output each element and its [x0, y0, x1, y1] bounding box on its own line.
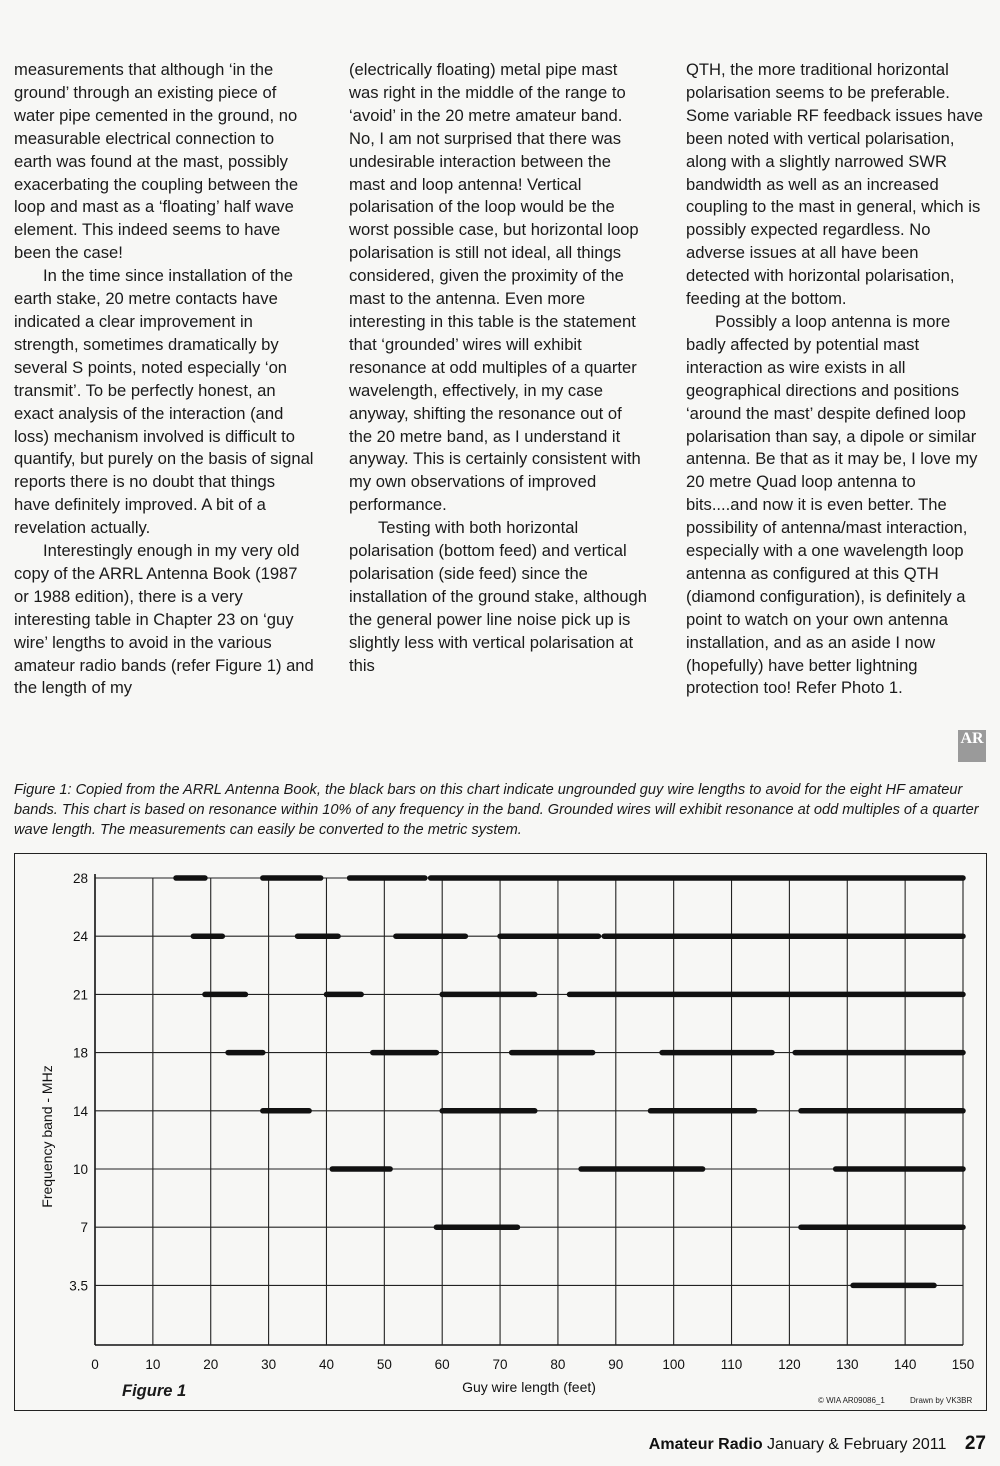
y-axis-title: Frequency band - MHz — [39, 1065, 55, 1208]
figure-caption: Figure 1: Copied from the ARRL Antenna Book, the black bars on this chart indicate ungrounded guy wire lengths to avoid for the eight HF amateur bands. This chart is based on resonance within 10% of any frequency in the band. Grounded wires will exhibit resonance at odd multiples of a quarter wave length. The measurements can easily be converted to the metric system. — [14, 782, 979, 838]
x-tick-label: 100 — [662, 1357, 685, 1372]
paragraph: measurements that although ‘in the ground’ through an existing piece of water pipe cemented in the ground, no measurable electrical connection to earth was found at the mast, possibly exacerbating the coupling between the loop and mast as a ‘floating’ half wave element. This indeed seems to have been the case! — [14, 60, 299, 263]
x-tick-label: 150 — [951, 1357, 975, 1372]
x-tick-label: 60 — [434, 1357, 450, 1372]
x-tick-label: 50 — [376, 1357, 392, 1372]
x-tick-label: 130 — [836, 1357, 859, 1372]
y-tick-label: 3.5 — [69, 1278, 88, 1294]
y-tick-label: 7 — [80, 1220, 88, 1236]
x-tick-label: 20 — [203, 1357, 219, 1372]
figure-drawn-by: Drawn by VK3BR — [910, 1396, 973, 1405]
page-number: 27 — [964, 1433, 986, 1454]
y-tick-label: 21 — [72, 987, 88, 1003]
x-tick-label: 140 — [893, 1357, 917, 1372]
x-tick-label: 110 — [720, 1357, 743, 1372]
page-footer — [649, 1433, 986, 1455]
y-tick-label: 24 — [72, 929, 88, 945]
figure-credit: © WIA AR09086_1 — [818, 1396, 885, 1405]
paragraph: Possibly a loop antenna is more badly affected by potential mast interaction as wire exists in all geographical directions and positions ‘around the mast’ despite defined loop polarisation than say, a dipole or similar antenna. Be that as it may be, I love my 20 metre Quad loop antenna to bits....and now it is even better. The possibility of antenna/mast interaction, especially with a one wavelength loop antenna as configured at this QTH (diamond configuration), is definitely a point to watch on your own antenna installation, and as an aside I now (hopefully) have better lightning protection too! Refer Photo 1. — [686, 311, 978, 698]
y-tick-label: 28 — [72, 871, 88, 886]
paragraph: (electrically floating) metal pipe mast was right in the middle of the range to ‘avoid’ in the 20 metre amateur band. No, I am not surprised that there was undesirable interaction between the mast and loop antenna! Vertical polarisation of the loop would be the worst possible case, but horizontal loop polarisation is still not ideal, all things considered, given the proximity of the mast to the antenna. Even more interesting in this table is the statement that ‘grounded’ wires will exhibit resonance at odd multiples of a quarter wavelength, effectively, in my case anyway, shifting the resonance out of the 20 metre band, as I understand it anyway. This is certainly consistent with my own observations of improved performance. — [349, 60, 641, 515]
issue-date: January & February 2011 — [767, 1436, 947, 1453]
figure-label: Figure 1 — [122, 1382, 187, 1400]
paragraph: Interestingly enough in my very old copy of the ARRL Antenna Book (1987 or 1988 edition), there is a very interesting table in Chapter 23 on ‘guy wire’ lengths to avoid in the various amateur radio bands (refer Figure 1) and the length of my — [14, 541, 314, 698]
paragraph: Testing with both horizontal polarisation (bottom feed) and vertical polarisation (side feed) since the installation of the ground stake, although the general power line noise pick up is slightly less with vertical polarisation at this — [349, 518, 647, 675]
paragraph: In the time since installation of the earth stake, 20 metre contacts have indicated a clear improvement in strength, sometimes dramatically by several S points, noted especially ‘on transmit’. To be perfectly honest, an exact analysis of the interaction (and loss) mechanism involved is difficult to quantify, but purely on the basis of signal reports there is no doubt that things have definitely improved. A bit of a revelation actually. — [14, 266, 314, 538]
x-tick-label: 30 — [261, 1357, 277, 1372]
x-tick-label: 70 — [492, 1357, 508, 1372]
paragraph: QTH, the more traditional horizontal polarisation seems to be preferable. Some variable RF feedback issues have been noted with vertical polarisation, along with a slightly narrowed SWR bandwidth as well as an increased coupling to the mast in general, which is possibly expected regardless. No adverse issues at all have been detected with horizontal polarisation, feeding at the bottom. — [686, 60, 983, 309]
x-axis-title: Guy wire length (feet) — [462, 1379, 596, 1395]
end-of-article-mark: AR — [958, 730, 986, 762]
x-tick-label: 40 — [318, 1357, 334, 1372]
x-tick-label: 10 — [145, 1357, 161, 1372]
y-tick-label: 18 — [72, 1045, 88, 1061]
x-tick-label: 80 — [550, 1357, 566, 1372]
y-tick-label: 10 — [72, 1162, 88, 1177]
x-tick-label: 120 — [778, 1357, 801, 1372]
x-tick-label: 0 — [91, 1357, 99, 1372]
x-tick-label: 90 — [608, 1357, 624, 1372]
magazine-name: Amateur Radio — [648, 1436, 763, 1453]
y-tick-label: 14 — [72, 1103, 88, 1119]
